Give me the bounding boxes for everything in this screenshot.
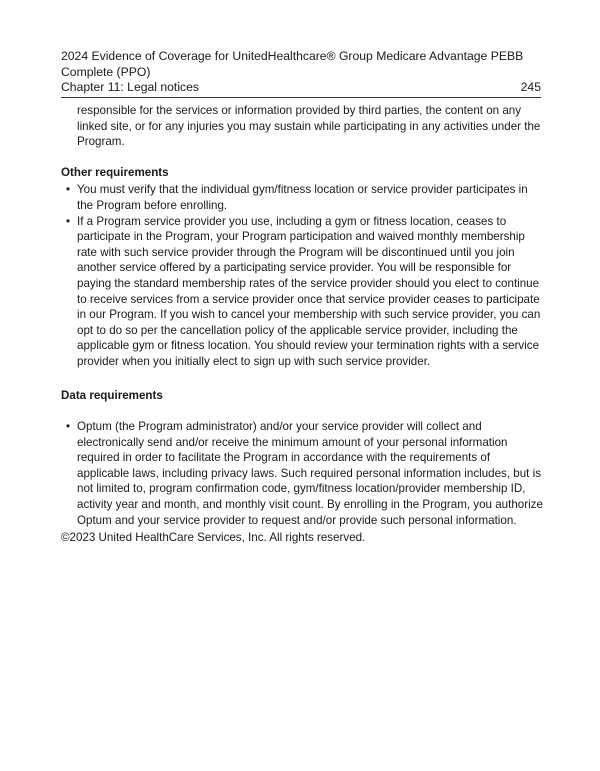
- bullet-icon: •: [66, 420, 71, 434]
- list-item-text: If a Program service provider you use, including a gym or fitness location, ceases to participate in the Program, your Program participation and waived monthly membership rate with such service provider through the Program will be discontinued until you join another service offered by a participating service provider. You will be responsible for paying the standard membership rates of the service provider should you elect to continue to receive services from a service provider once that service provider ceases to participate in our Program. If you wish to cancel your membership with such service provider, you can opt to do so per the cancellation policy of the applicable service provider, including the applicable gym or fitness location. You should review your termination rights with a service provider when you initially elect to sign up with such service provider.: [77, 214, 541, 368]
- section-heading-other-requirements: Other requirements: [61, 165, 169, 179]
- chapter-title: Chapter 11: Legal notices: [61, 80, 199, 94]
- other-requirements-list: [61, 182, 543, 369]
- header-divider: [61, 97, 541, 98]
- bullet-icon: •: [66, 183, 71, 197]
- data-requirements-list: [61, 419, 543, 528]
- list-item: [61, 419, 543, 528]
- spacer: [61, 405, 543, 419]
- page-content: [61, 103, 543, 546]
- copyright-notice: ©2023 United HealthCare Services, Inc. All rights reserved.: [61, 531, 366, 545]
- list-item: [61, 214, 543, 370]
- bullet-icon: •: [66, 214, 71, 228]
- intro-paragraph: responsible for the services or information provided by third parties, the content on any linked site, or for any injuries you may sustain while participating in any activities under the Program.: [77, 104, 541, 149]
- page-number: 245: [520, 80, 541, 94]
- list-item-text: You must verify that the individual gym/fitness location or service provider participates in the Program before enrolling.: [77, 183, 528, 212]
- list-item-text: Optum (the Program administrator) and/or your service provider will collect and electronically send and/or receive the minimum amount of your personal information required in order to facilitate the Program in accordance with the requirements of applicable laws, including privacy laws. Such required personal information includes, but is not limited to, program confirmation code, gym/fitness location/provider membership ID, activity year and month, and monthly visit count. By enrolling in the Program, you authorize Optum and your service provider to request and/or provide such personal information.: [77, 420, 543, 527]
- section-heading-data-requirements: Data requirements: [61, 388, 163, 402]
- list-item: [61, 182, 543, 213]
- document-title: 2024 Evidence of Coverage for UnitedHealthcare® Group Medicare Advantage PEBB Complete (PPO): [61, 49, 524, 79]
- page-header: [61, 49, 541, 96]
